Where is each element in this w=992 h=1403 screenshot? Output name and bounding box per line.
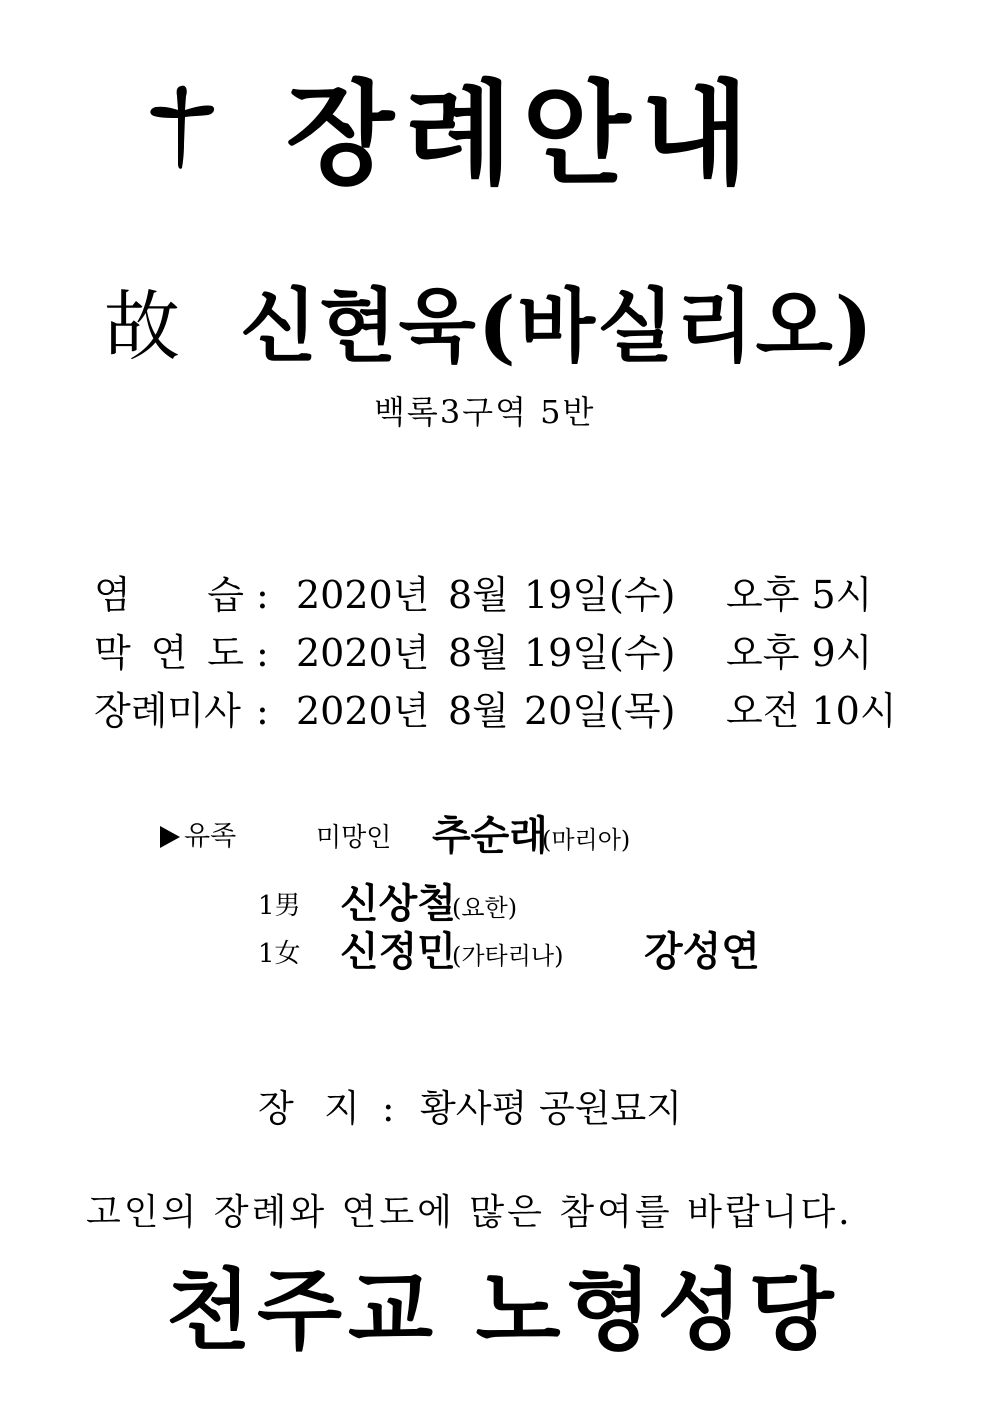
schedule-year: 2020년 [296, 631, 430, 675]
daughter-name: 신정민 [340, 928, 456, 975]
schedule-year: 2020년 [296, 689, 430, 733]
burial-label-jang: 장 [258, 1087, 294, 1130]
deceased-parish-district: 백록3구역 5반 [374, 393, 596, 431]
right-triangle-icon [160, 826, 180, 848]
deceased-prefix: 故 [104, 282, 180, 371]
schedule-time: 오후 5시 [726, 573, 873, 617]
schedule-day: 19일(수) [524, 631, 676, 675]
daughter-baptismal-name: (가타리나) [452, 942, 564, 970]
widow-baptismal-name: (마리아) [542, 826, 631, 854]
schedule-colon: : [256, 689, 269, 733]
widow-name: 추순래 [432, 812, 548, 859]
schedule-day: 20일(목) [524, 689, 676, 733]
son-baptismal-name: (요한) [452, 894, 518, 922]
page-title: 장례안내 [286, 69, 759, 200]
family-label: 유족 [160, 818, 236, 856]
schedule-time: 오전 10시 [726, 689, 897, 733]
schedule-label: 장례미사 [94, 689, 241, 733]
schedule-time: 오후 9시 [726, 631, 873, 675]
schedule-label: 막 연 도 [94, 631, 244, 675]
deceased-name: 신현욱(바실리오) [240, 279, 875, 373]
son-in-law-name: 강성연 [644, 928, 760, 975]
widow-relation: 미망인 [316, 823, 392, 853]
schedule-year: 2020년 [296, 573, 430, 617]
latin-cross-icon [148, 82, 218, 172]
son-relation: 1男 [258, 891, 301, 921]
schedule-month: 8월 [448, 573, 509, 617]
parish-name: 천주교 노형성당 [166, 1258, 840, 1362]
burial-place: 황사평 공원묘지 [420, 1087, 682, 1130]
schedule-day: 19일(수) [524, 573, 676, 617]
invitation-text: 고인의 장례와 연도에 많은 참여를 바랍니다. [86, 1192, 853, 1233]
schedule-colon: : [256, 631, 269, 675]
schedule-month: 8월 [448, 631, 509, 675]
schedule-colon: : [256, 573, 269, 617]
daughter-relation: 1女 [258, 939, 301, 969]
schedule-month: 8월 [448, 689, 509, 733]
son-name: 신상철 [340, 880, 456, 927]
burial-label-ji: 지 [324, 1087, 360, 1130]
burial-colon: : [382, 1087, 395, 1130]
schedule-label: 염 습 [94, 573, 244, 617]
